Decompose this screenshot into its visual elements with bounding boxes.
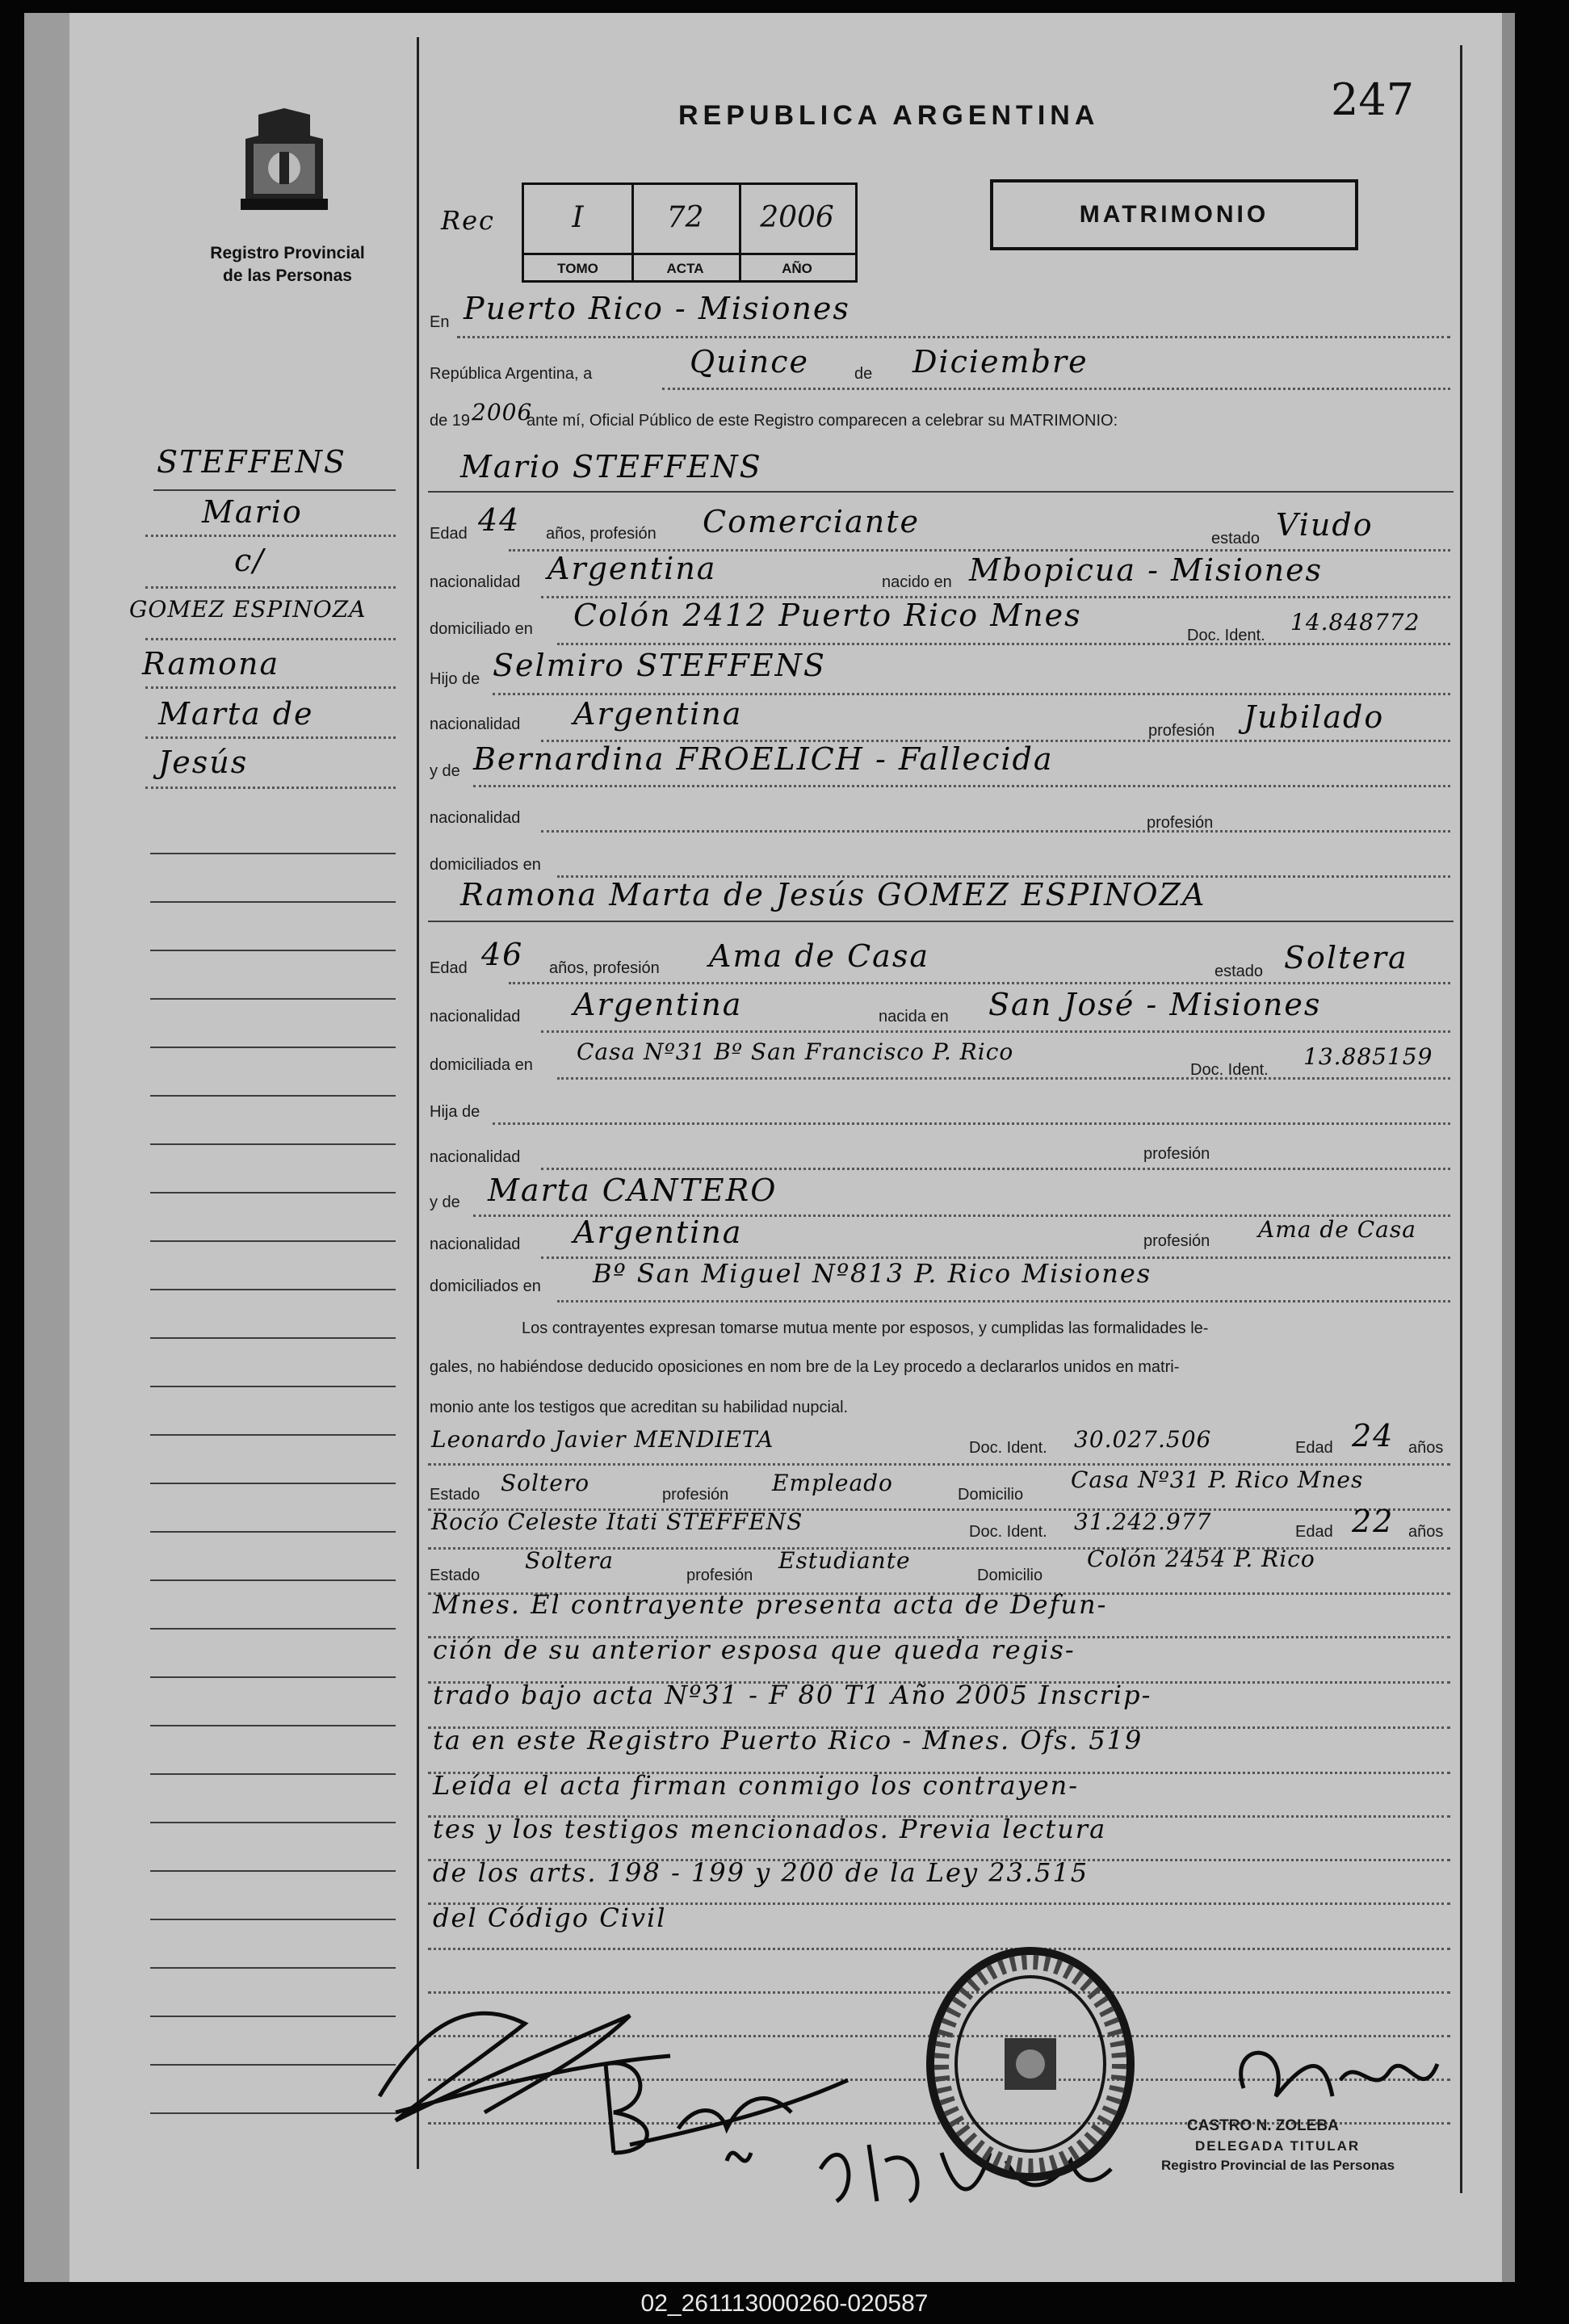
- groom-age: 44: [478, 502, 521, 538]
- declaration-line-1: Los contrayentes expresan tomarse mutua mente por esposos, y cumplidas las formalidades le-: [522, 1319, 1209, 1337]
- official-office: Registro Provincial de las Personas: [1161, 2158, 1395, 2173]
- groom-profession: Comerciante: [703, 504, 920, 539]
- mother-name: Bernardina FROELICH - Fallecida: [473, 741, 1054, 777]
- witness-2-address: Colón 2454 P. Rico: [1087, 1546, 1315, 1572]
- declaration-line-3: monio ante los testigos que acreditan su habilidad nupcial.: [430, 1399, 849, 1416]
- witness-1-address: Casa Nº31 P. Rico Mnes: [1071, 1466, 1364, 1493]
- official-title: DELEGADA TITULAR: [1195, 2138, 1361, 2154]
- right-rule: [1460, 45, 1462, 2193]
- witness-2-status: Soltera: [525, 1547, 614, 1574]
- groom-birthplace: Mbopicua - Misiones: [969, 552, 1324, 588]
- witness-1-name: Leonardo Javier MENDIETA: [431, 1426, 774, 1453]
- margin-prefix: Rec: [441, 205, 495, 236]
- groom-address: Colón 2412 Puerto Rico Mnes: [573, 598, 1082, 633]
- official-seal-icon: [922, 1943, 1139, 2185]
- witness-2-doc: 31.242.977: [1074, 1508, 1212, 1535]
- witness-1-doc: 30.027.506: [1074, 1426, 1212, 1453]
- groom-doc: 14.848772: [1290, 609, 1420, 636]
- bride-profession: Ama de Casa: [709, 938, 929, 974]
- groom-name: Mario STEFFENS: [460, 449, 762, 485]
- groom-nationality: Argentina: [547, 551, 717, 586]
- official-signature-icon: [1219, 2024, 1454, 2129]
- day-value: Quince: [690, 344, 810, 380]
- father-name: Selmiro STEFFENS: [493, 648, 826, 683]
- bride-mother-name: Marta CANTERO: [488, 1172, 778, 1208]
- registry-name: Registro Provincial de las Personas: [210, 244, 365, 285]
- acta-value: 72: [666, 201, 704, 234]
- bride-address: Casa Nº31 Bº San Francisco P. Rico: [577, 1038, 1014, 1065]
- de-label: de: [854, 365, 873, 383]
- father-nationality: Argentina: [573, 696, 743, 732]
- witness-2-name: Rocío Celeste Itati STEFFENS: [431, 1508, 803, 1535]
- bride-mother-profession: Ama de Casa: [1258, 1216, 1416, 1243]
- witness-2-profession: Estudiante: [778, 1547, 911, 1574]
- groom-status: Viudo: [1276, 507, 1374, 543]
- witness-2-age: 22: [1352, 1504, 1395, 1539]
- place-value: Puerto Rico - Misiones: [464, 291, 850, 326]
- year-prefix: de 19: [430, 412, 471, 430]
- bride-doc: 13.885159: [1303, 1043, 1433, 1070]
- declaration-line-2: gales, no habiéndose deducido oposiciones en nom bre de la Ley procedo a declararlos unidos en matri-: [430, 1358, 1180, 1376]
- ano-value: 2006: [760, 201, 834, 234]
- official-name: CASTRO N. ZOLEBA: [1187, 2117, 1339, 2134]
- father-profession: Jubilado: [1244, 699, 1385, 735]
- statement-text: ante mí, Oficial Público de este Registro comparecen a celebrar su MATRIMONIO:: [526, 412, 1118, 430]
- witness-1-status: Soltero: [501, 1470, 590, 1496]
- en-label: En: [430, 313, 450, 331]
- witness-1-age: 24: [1352, 1418, 1395, 1454]
- bride-age: 46: [481, 937, 524, 972]
- document-code: 02_261113000260-020587: [640, 2290, 929, 2317]
- page-number: 247: [1331, 74, 1415, 125]
- tomo-acta-ano-box: [522, 182, 858, 283]
- witness-1-profession: Empleado: [772, 1470, 893, 1496]
- tomo-value: I: [572, 201, 584, 234]
- bride-birthplace: San José - Misiones: [988, 987, 1322, 1022]
- registry-logo-icon: [233, 103, 336, 215]
- tomo-label: TOMO: [557, 261, 598, 276]
- bride-status: Soltera: [1284, 940, 1408, 975]
- ano-label: AÑO: [782, 261, 812, 276]
- acta-label: ACTA: [666, 261, 704, 276]
- register-page: 247 REPUBLICA ARGENTINA Registro Provincial de las Personas Rec I TOMO 72 ACTA 2006 AÑO MATRIMONIO En Puerto Rico - Misiones República Argentina, a Quince de Diciembre de 19 2006 ante mí, Oficial Público de este Registro comparecen a celebrar su MATRIMONIO: STEFFENS Mario c/ GOMEZ ESPINOZA Ramona Marta de Jesús Mario STEFFENS Edad 44 años, profesión Comerciante estado Viudo nacionalidad Argentina nacido en Mbopicua - Misiones domiciliado en Colón 2412 Puerto Rico Mnes Doc. Ident. 14.848772 Hijo de Selmiro STEFFENS nacionalidad Argentina profesión Jubilado y de Bernardina FROELICH - Fallecida nacionalidad profesión domiciliados en Ramona Marta de Jesús GOMEZ ESPINOZA Edad 46 años, profesión Ama de Casa estado Soltera nacionalidad Argentina nacida en San José - Misiones domiciliada en Casa Nº31 Bº San Francisco P. Rico Doc. Ident. 13.885159 Hija de nacionalidad profesión y de Marta CANTERO nacionalidad Argentina profesión Ama de Casa domiciliados en Bº San Miguel Nº813 P. Rico Misiones Los contrayentes expresan tomarse mutua mente por esposos, y cumplidas las formalidades le- gales, no habiéndose deducido oposiciones en nom bre de la Ley procedo a declararlos unidos en matri- monio ante los testigos que acreditan su habilidad nupcial. Leonardo Javier MENDIETA Doc. Ident. 30.027.506 Edad 24 años Estado Soltero profesión Empleado Domicilio Casa Nº31 P. Rico Mnes Rocío Celeste Itati STEFFENS Doc. Ident. 31.242.977 Edad 22 años Estado Soltera profesión Estudiante Domicilio Colón 2454 P. Rico Mnes. El contrayente presenta acta de Defun- ción de su anterior esposa que queda regis- trado bajo acta Nº31 - F 80 T1 Año 2005 Inscrip- ta en este Registro Puerto Rico - Mnes. Ofs. 519 Leída el acta firman conmigo los contrayen- tes y los testigos mencionados. Previa lectura de los arts. 198 - 199 y 200 de la Ley 23.515 del Código Civil CASTRO N. ZOLEBA DELEGADA TITULAR Registro Provincial de las Personas: [24, 13, 1515, 2282]
- bride-mother-nationality: Argentina: [573, 1214, 743, 1250]
- year-value: 2006: [472, 399, 533, 426]
- bride-parents-address: Bº San Miguel Nº813 P. Rico Misiones: [593, 1258, 1152, 1289]
- month-value: Diciembre: [912, 344, 1089, 380]
- bride-name: Ramona Marta de Jesús GOMEZ ESPINOZA: [460, 877, 1206, 912]
- page-title: REPUBLICA ARGENTINA: [678, 100, 1100, 131]
- bride-nationality: Argentina: [573, 987, 743, 1022]
- republica-label: República Argentina, a: [430, 365, 593, 383]
- act-type-box: MATRIMONIO: [990, 179, 1358, 250]
- margin-rule: [417, 37, 419, 2169]
- binding-edge: [24, 13, 69, 2282]
